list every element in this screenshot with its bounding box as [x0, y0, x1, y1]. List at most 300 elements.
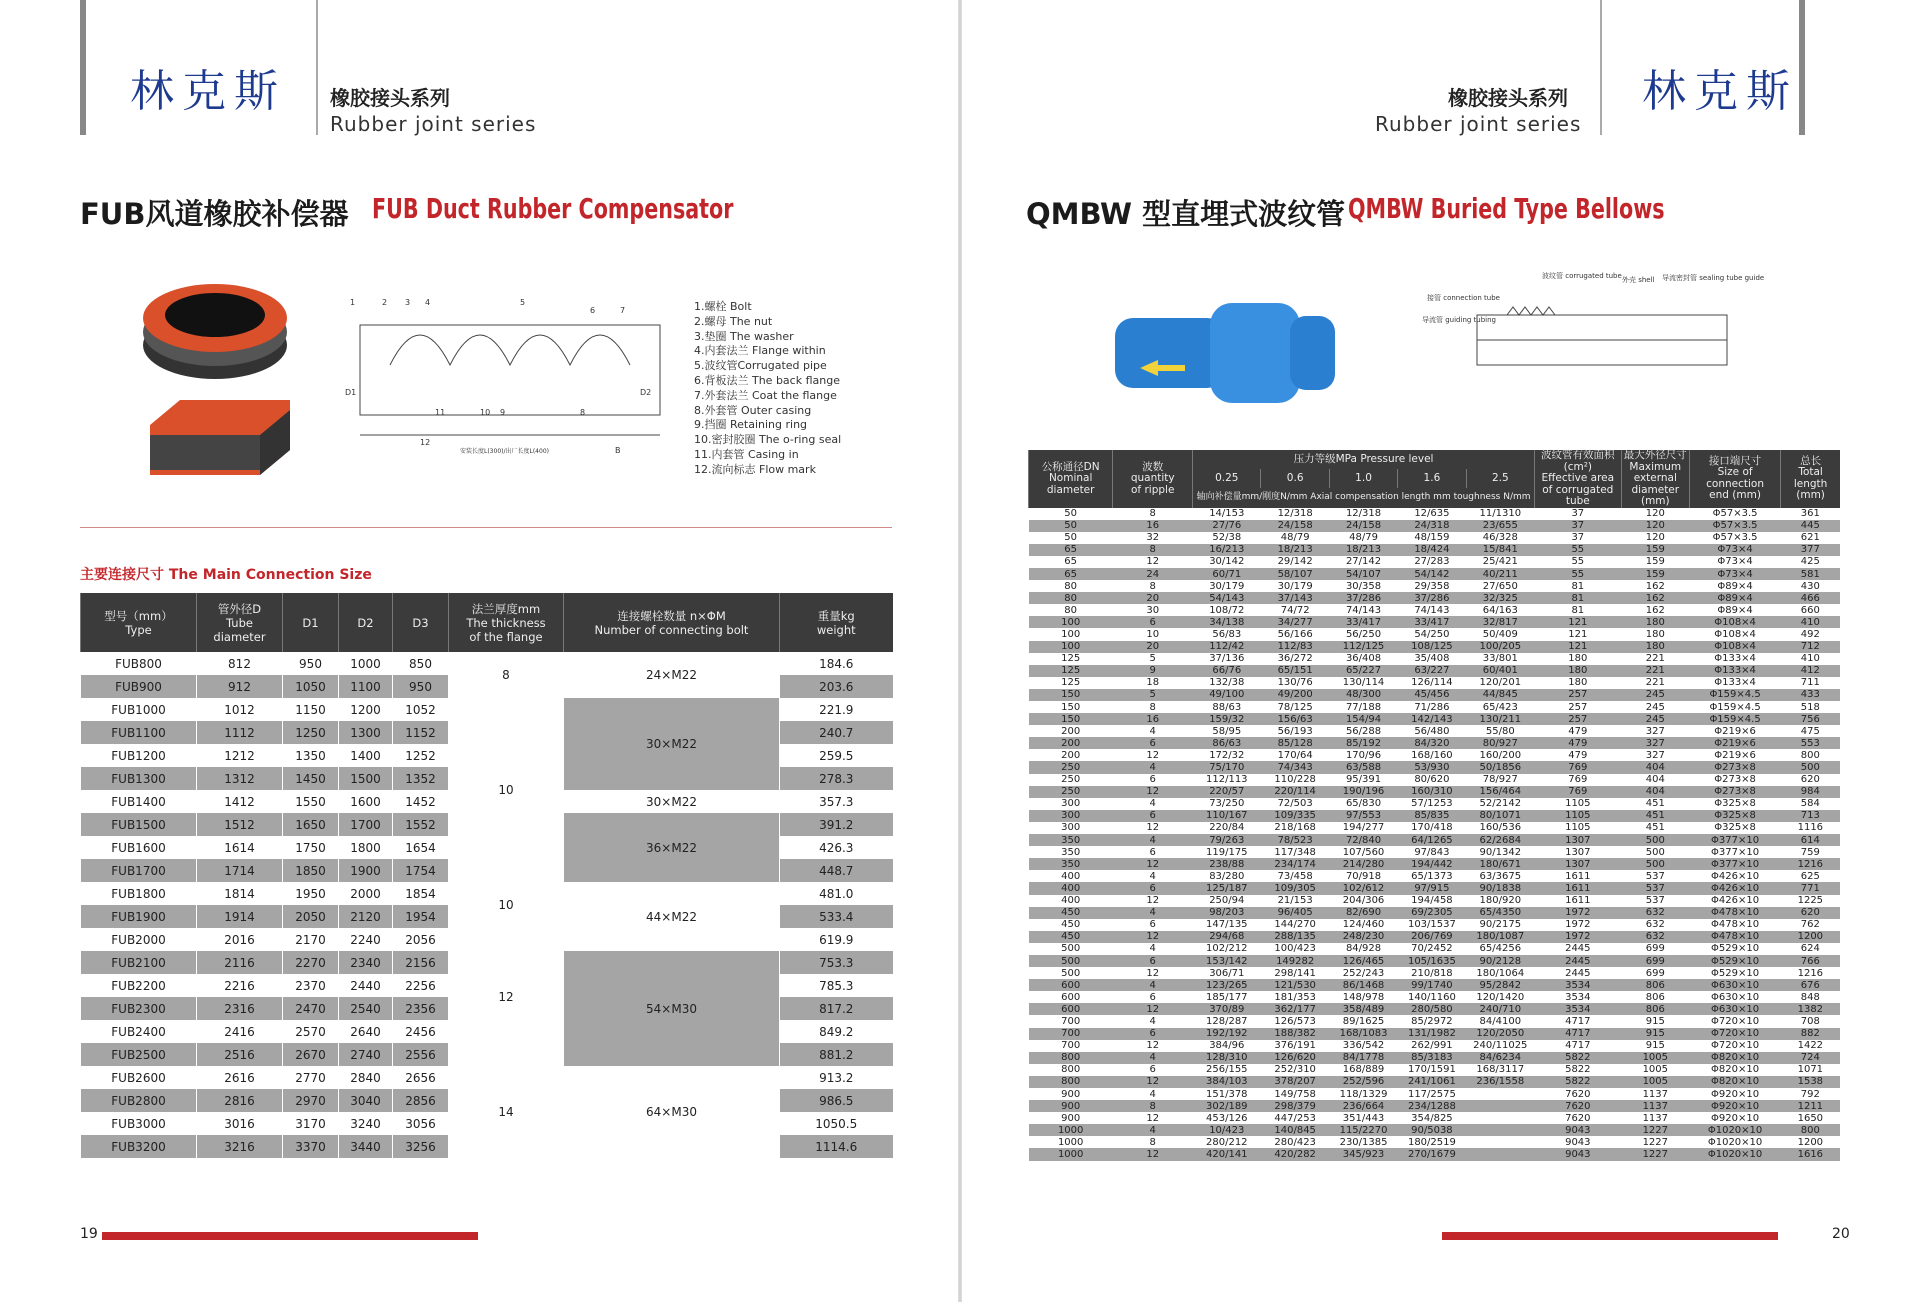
- weight-cell: 986.5: [780, 1089, 893, 1112]
- table-cell: 144/270: [1261, 919, 1329, 931]
- table-cell: 2445: [1535, 967, 1622, 979]
- page-number: 20: [1832, 1226, 1850, 1242]
- table-cell: 181/353: [1261, 991, 1329, 1003]
- table-cell: Φ920×10: [1689, 1100, 1780, 1112]
- table-cell: 3534: [1535, 979, 1622, 991]
- table-row: [1029, 943, 1841, 955]
- table-cell: 6: [1113, 991, 1193, 1003]
- weight-cell: 278.3: [780, 767, 893, 790]
- table-cell: 1105: [1535, 822, 1622, 834]
- weight-cell: 619.9: [780, 928, 893, 951]
- table-cell: 500: [1029, 943, 1113, 955]
- table-row: [1029, 1040, 1841, 1052]
- diagram-dimension: 安装长度L(300)/出厂长度L(400): [460, 448, 549, 455]
- table-cell: 1112: [197, 721, 283, 744]
- diagram-label: B: [615, 446, 621, 455]
- table-cell: 2256: [393, 974, 449, 997]
- table-cell: 85/192: [1329, 737, 1397, 749]
- table-cell: 50: [1029, 532, 1113, 544]
- table-cell: 5822: [1535, 1052, 1622, 1064]
- table-cell: 250/94: [1193, 895, 1261, 907]
- table-row: [1029, 774, 1841, 786]
- table-cell: 248/230: [1329, 931, 1397, 943]
- table-cell: FUB2600: [81, 1066, 197, 1089]
- table-cell: 4: [1113, 870, 1193, 882]
- table-cell: 119/175: [1193, 846, 1261, 858]
- table-cell: 49/100: [1193, 689, 1261, 701]
- table-cell: 700: [1029, 1028, 1113, 1040]
- diagram-label: 12: [420, 438, 431, 447]
- table-cell: 6: [1113, 737, 1193, 749]
- table-cell: 1005: [1621, 1064, 1689, 1076]
- diagram-label: D2: [640, 388, 652, 397]
- product-title-cn: QMBW 型直埋式波纹管: [1026, 197, 1346, 231]
- table-cell: Φ720×10: [1689, 1015, 1780, 1027]
- table-cell: 450: [1029, 907, 1113, 919]
- table-cell: 1700: [339, 813, 393, 836]
- flange-thickness-cell: 14: [449, 1066, 564, 1158]
- table-cell: 98/203: [1193, 907, 1261, 919]
- table-row: [1029, 725, 1841, 737]
- table-row: [1029, 1052, 1841, 1064]
- table-cell: 172/32: [1193, 749, 1261, 761]
- table-cell: 1211: [1781, 1100, 1840, 1112]
- table-cell: 48/79: [1261, 532, 1329, 544]
- table-cell: 180: [1621, 641, 1689, 653]
- diagram-number: 2: [382, 298, 388, 307]
- table-row: [1029, 653, 1841, 665]
- table-row: [1029, 556, 1841, 568]
- diagram-label: 11: [435, 408, 446, 417]
- table-cell: 30/142: [1193, 556, 1261, 568]
- table-cell: 54/142: [1398, 568, 1466, 580]
- table-cell: 12: [1113, 1040, 1193, 1052]
- table-cell: 56/480: [1398, 725, 1466, 737]
- table-cell: 1352: [393, 767, 449, 790]
- table-cell: 234/1288: [1398, 1100, 1466, 1112]
- table-cell: 1250: [283, 721, 339, 744]
- table-cell: 6: [1113, 1064, 1193, 1076]
- table-cell: Φ108×4: [1689, 616, 1780, 628]
- table-cell: 78/927: [1466, 774, 1534, 786]
- table-cell: 12: [1113, 931, 1193, 943]
- table-cell: 451: [1621, 798, 1689, 810]
- table-cell: 168/1083: [1329, 1028, 1397, 1040]
- table-cell: 300: [1029, 810, 1113, 822]
- table-cell: 1307: [1535, 858, 1622, 870]
- table-cell: 16: [1113, 713, 1193, 725]
- table-cell: 107/560: [1329, 846, 1397, 858]
- table-cell: 699: [1621, 943, 1689, 955]
- table-cell: 4: [1113, 907, 1193, 919]
- table-cell: 7620: [1535, 1100, 1622, 1112]
- table-cell: 2050: [283, 905, 339, 928]
- table-cell: 537: [1621, 870, 1689, 882]
- table-cell: FUB2200: [81, 974, 197, 997]
- table-cell: 48/79: [1329, 532, 1397, 544]
- table-row: [1029, 895, 1841, 907]
- table-row: [1029, 641, 1841, 653]
- table-cell: FUB1900: [81, 905, 197, 928]
- table-header: 公称通径DN Nominal diameter: [1029, 450, 1113, 508]
- table-cell: Φ108×4: [1689, 628, 1780, 640]
- table-cell: 110/228: [1261, 774, 1329, 786]
- table-cell: 245: [1621, 701, 1689, 713]
- table-cell: 362/177: [1261, 1003, 1329, 1015]
- table-cell: 7620: [1535, 1088, 1622, 1100]
- diagram-number: 5: [520, 298, 526, 307]
- table-cell: 451: [1621, 810, 1689, 822]
- table-cell: 766: [1781, 955, 1840, 967]
- legend-item: 2.螺母 The nut: [694, 314, 773, 328]
- table-cell: 466: [1781, 592, 1840, 604]
- table-cell: 162: [1621, 592, 1689, 604]
- table-cell: 74/72: [1261, 604, 1329, 616]
- table-cell: 150: [1029, 713, 1113, 725]
- table-cell: 56/250: [1329, 628, 1397, 640]
- table-cell: 370/89: [1193, 1003, 1261, 1015]
- table-cell: 80/620: [1398, 774, 1466, 786]
- table-cell: Φ89×4: [1689, 592, 1780, 604]
- table-cell: FUB1500: [81, 813, 197, 836]
- weight-cell: 881.2: [780, 1043, 893, 1066]
- table-row: [81, 1066, 893, 1089]
- table-cell: 102/212: [1193, 943, 1261, 955]
- table-cell: 85/128: [1261, 737, 1329, 749]
- table-cell: Φ377×10: [1689, 858, 1780, 870]
- table-cell: 126/114: [1398, 677, 1466, 689]
- table-cell: 600: [1029, 1003, 1113, 1015]
- table-cell: 12: [1113, 1076, 1193, 1088]
- table-cell: Φ89×4: [1689, 580, 1780, 592]
- table-cell: Φ219×6: [1689, 725, 1780, 737]
- table-cell: 433: [1781, 689, 1840, 701]
- table-cell: 63/3675: [1466, 870, 1534, 882]
- table-header: 波数 quantity of ripple: [1113, 450, 1193, 508]
- weight-cell: 203.6: [780, 675, 893, 698]
- table-cell: 1052: [393, 698, 449, 721]
- table-cell: 294/68: [1193, 931, 1261, 943]
- table-cell: 18/424: [1398, 544, 1466, 556]
- legend-item: 8.外套管 Outer casing: [694, 403, 812, 417]
- table-cell: 2670: [283, 1043, 339, 1066]
- table-row: [1029, 834, 1841, 846]
- table-cell: 451: [1621, 822, 1689, 834]
- rectangular-compensator-image: [140, 395, 300, 480]
- table-cell: 3534: [1535, 991, 1622, 1003]
- table-cell: 6: [1113, 882, 1193, 894]
- table-cell: 85/2972: [1398, 1015, 1466, 1027]
- table-cell: 445: [1781, 520, 1840, 532]
- table-cell: 6: [1113, 774, 1193, 786]
- table-cell: 162: [1621, 604, 1689, 616]
- table-cell: 2470: [283, 997, 339, 1020]
- table-cell: 140/1160: [1398, 991, 1466, 1003]
- series-title-en: Rubber joint series: [1375, 112, 1582, 136]
- table-cell: 112/83: [1261, 641, 1329, 653]
- weight-cell: 426.3: [780, 836, 893, 859]
- table-row: [1029, 1064, 1841, 1076]
- left-page: [0, 0, 958, 1302]
- table-cell: 84/320: [1398, 737, 1466, 749]
- flange-thickness-cell: 10: [449, 882, 564, 928]
- table-cell: Φ273×8: [1689, 761, 1780, 773]
- table-cell: 1116: [1781, 822, 1840, 834]
- table-header: 总长 Total length (mm): [1781, 450, 1840, 508]
- table-cell: 252/596: [1329, 1076, 1397, 1088]
- table-cell: 130/114: [1329, 677, 1397, 689]
- table-cell: Φ1020×10: [1689, 1148, 1780, 1160]
- table-cell: 20: [1113, 641, 1193, 653]
- table-cell: 1600: [339, 790, 393, 813]
- table-cell: 1307: [1535, 834, 1622, 846]
- diagram-label: 9: [500, 408, 506, 417]
- table-cell: FUB1700: [81, 859, 197, 882]
- table-cell: Φ426×10: [1689, 895, 1780, 907]
- table-cell: 45/456: [1398, 689, 1466, 701]
- table-cell: 8: [1113, 544, 1193, 556]
- table-cell: 84/4100: [1466, 1015, 1534, 1027]
- table-row: [1029, 967, 1841, 979]
- table-cell: 2340: [339, 951, 393, 974]
- table-cell: 2416: [197, 1020, 283, 1043]
- table-cell: 404: [1621, 774, 1689, 786]
- table-cell: 1227: [1621, 1124, 1689, 1136]
- table-row: [1029, 991, 1841, 1003]
- table-cell: 89/1625: [1329, 1015, 1397, 1027]
- table-cell: 63/588: [1329, 761, 1397, 773]
- table-cell: 126/620: [1261, 1052, 1329, 1064]
- table-cell: 1754: [393, 859, 449, 882]
- table-cell: FUB3000: [81, 1112, 197, 1135]
- table-cell: 120/2050: [1466, 1028, 1534, 1040]
- table-cell: 699: [1621, 967, 1689, 979]
- table-cell: 8: [1113, 508, 1193, 520]
- table-cell: 5822: [1535, 1064, 1622, 1076]
- table-cell: 624: [1781, 943, 1840, 955]
- parts-legend: [694, 300, 841, 478]
- table-cell: 345/923: [1329, 1148, 1397, 1160]
- table-cell: 384/103: [1193, 1076, 1261, 1088]
- table-cell: 16/213: [1193, 544, 1261, 556]
- table-cell: 3216: [197, 1135, 283, 1158]
- table-cell: 105/1635: [1398, 955, 1466, 967]
- table-row: [81, 882, 893, 905]
- table-cell: Φ219×6: [1689, 737, 1780, 749]
- table-cell: 2656: [393, 1066, 449, 1089]
- table-cell: 4717: [1535, 1040, 1622, 1052]
- table-row: [1029, 749, 1841, 761]
- table-cell: Φ920×10: [1689, 1088, 1780, 1100]
- table-cell: 6: [1113, 846, 1193, 858]
- table-cell: 84/6234: [1466, 1052, 1534, 1064]
- table-cell: 56/166: [1261, 628, 1329, 640]
- table-row: [1029, 689, 1841, 701]
- table-cell: 54/250: [1398, 628, 1466, 640]
- table-cell: 132/38: [1193, 677, 1261, 689]
- table-cell: 12/318: [1261, 508, 1329, 520]
- table-cell: 62/2684: [1466, 834, 1534, 846]
- table-cell: 58/95: [1193, 725, 1261, 737]
- table-cell: 27/283: [1398, 556, 1466, 568]
- table-cell: 64/1265: [1398, 834, 1466, 846]
- table-cell: 492: [1781, 628, 1840, 640]
- table-cell: 4717: [1535, 1028, 1622, 1040]
- table-cell: 35/408: [1398, 653, 1466, 665]
- table-cell: 2770: [283, 1066, 339, 1089]
- table-cell: 71/286: [1398, 701, 1466, 713]
- table-cell: 256/155: [1193, 1064, 1261, 1076]
- table-cell: 160/310: [1398, 786, 1466, 798]
- weight-cell: 533.4: [780, 905, 893, 928]
- table-cell: 257: [1535, 713, 1622, 725]
- header-divider: [1600, 0, 1602, 135]
- table-cell: 1252: [393, 744, 449, 767]
- table-cell: 63/227: [1398, 665, 1466, 677]
- table-cell: 65/830: [1329, 798, 1397, 810]
- table-cell: 250: [1029, 774, 1113, 786]
- table-cell: 120/201: [1466, 677, 1534, 689]
- brand-logo: 林克斯: [1642, 66, 1798, 117]
- flange-thickness-cell: 12: [449, 928, 564, 1066]
- table-cell: 1654: [393, 836, 449, 859]
- table-cell: Φ1020×10: [1689, 1124, 1780, 1136]
- table-cell: 252/310: [1261, 1064, 1329, 1076]
- table-cell: 30/179: [1261, 580, 1329, 592]
- table-cell: 1227: [1621, 1136, 1689, 1148]
- table-cell: 180: [1535, 653, 1622, 665]
- table-cell: 984: [1781, 786, 1840, 798]
- table-cell: 1914: [197, 905, 283, 928]
- table-cell: 2856: [393, 1089, 449, 1112]
- table-row: [1029, 737, 1841, 749]
- table-cell: 77/188: [1329, 701, 1397, 713]
- table-cell: 420/141: [1193, 1148, 1261, 1160]
- table-cell: 848: [1781, 991, 1840, 1003]
- table-row: [1029, 544, 1841, 556]
- legend-item: 11.内套管 Casing in: [694, 447, 799, 461]
- table-cell: FUB1600: [81, 836, 197, 859]
- table-cell: 280/212: [1193, 1136, 1261, 1148]
- table-cell: Φ219×6: [1689, 749, 1780, 761]
- table-cell: 72/840: [1329, 834, 1397, 846]
- table-cell: 1012: [197, 698, 283, 721]
- table-cell: 2456: [393, 1020, 449, 1043]
- table-cell: 180/2519: [1398, 1136, 1466, 1148]
- table-cell: 762: [1781, 919, 1840, 931]
- table-cell: 2816: [197, 1089, 283, 1112]
- table-cell: 410: [1781, 616, 1840, 628]
- table-cell: 56/193: [1261, 725, 1329, 737]
- table-cell: 1616: [1781, 1148, 1840, 1160]
- table-row: [81, 698, 893, 721]
- table-row: [81, 652, 893, 675]
- table-cell: 450: [1029, 931, 1113, 943]
- table-cell: 1105: [1535, 810, 1622, 822]
- table-cell: 34/138: [1193, 616, 1261, 628]
- table-cell: FUB2100: [81, 951, 197, 974]
- diagram-label: D1: [345, 388, 357, 397]
- table-cell: 377: [1781, 544, 1840, 556]
- table-cell: 3040: [339, 1089, 393, 1112]
- table-cell: 150: [1029, 701, 1113, 713]
- table-cell: 447/253: [1261, 1112, 1329, 1124]
- table-cell: 33/417: [1398, 616, 1466, 628]
- table-row: [1029, 701, 1841, 713]
- legend-item: 12.流向标志 Flow mark: [694, 462, 816, 476]
- table-row: [1029, 1076, 1841, 1088]
- table-cell: 1227: [1621, 1148, 1689, 1160]
- table-cell: 300: [1029, 822, 1113, 834]
- table-cell: 912: [197, 675, 283, 698]
- table-cell: Φ630×10: [1689, 1003, 1780, 1015]
- table-cell: Φ478×10: [1689, 931, 1780, 943]
- table-cell: 257: [1535, 701, 1622, 713]
- table-cell: Φ133×4: [1689, 665, 1780, 677]
- table-cell: 800: [1781, 1124, 1840, 1136]
- table-cell: Φ820×10: [1689, 1052, 1780, 1064]
- drawing-label: 导流密封管 sealing tube guide: [1662, 274, 1765, 282]
- table-cell: 475: [1781, 725, 1840, 737]
- table-cell: 29/358: [1398, 580, 1466, 592]
- drawing-label: 接管 connection tube: [1427, 294, 1500, 302]
- table-cell: 24: [1113, 568, 1193, 580]
- table-row: [1029, 919, 1841, 931]
- weight-cell: 1114.6: [780, 1135, 893, 1158]
- table-cell: 6: [1113, 616, 1193, 628]
- table-cell: 537: [1621, 882, 1689, 894]
- table-cell: 85/835: [1398, 810, 1466, 822]
- table-cell: 1650: [283, 813, 339, 836]
- legend-item: 3.垫圈 The washer: [694, 329, 794, 343]
- table-cell: 180: [1535, 665, 1622, 677]
- table-row: [1029, 604, 1841, 616]
- table-cell: 103/1537: [1398, 919, 1466, 931]
- table-cell: 185/177: [1193, 991, 1261, 1003]
- table-cell: 159: [1621, 568, 1689, 580]
- table-cell: 70/2452: [1398, 943, 1466, 955]
- table-cell: 131/1982: [1398, 1028, 1466, 1040]
- table-cell: 60/71: [1193, 568, 1261, 580]
- table-cell: 65: [1029, 544, 1113, 556]
- table-cell: 1137: [1621, 1112, 1689, 1124]
- table-cell: 1105: [1535, 798, 1622, 810]
- table-header: D2: [339, 593, 393, 652]
- table-cell: 4: [1113, 725, 1193, 737]
- table-cell: 55/80: [1466, 725, 1534, 737]
- drawing-label: 波纹管 corrugated tube: [1542, 272, 1622, 280]
- table-cell: Φ529×10: [1689, 943, 1780, 955]
- table-cell: 48/159: [1398, 532, 1466, 544]
- table-cell: 170/64: [1261, 749, 1329, 761]
- table-cell: 18/213: [1261, 544, 1329, 556]
- table-cell: 148/978: [1329, 991, 1397, 1003]
- table-cell: 1450: [283, 767, 339, 790]
- table-cell: 2970: [283, 1089, 339, 1112]
- table-cell: 37/286: [1398, 592, 1466, 604]
- table-cell: 1000: [1029, 1124, 1113, 1136]
- table-cell: 18/213: [1329, 544, 1397, 556]
- weight-cell: 357.3: [780, 790, 893, 813]
- table-cell: 159/32: [1193, 713, 1261, 725]
- drawing-label: 外壳 shell: [1622, 276, 1655, 284]
- table-cell: 9043: [1535, 1124, 1622, 1136]
- table-cell: 1814: [197, 882, 283, 905]
- table-cell: 850: [393, 652, 449, 675]
- table-cell: 49/200: [1261, 689, 1329, 701]
- table-cell: 5822: [1535, 1076, 1622, 1088]
- table-cell: 1400: [339, 744, 393, 767]
